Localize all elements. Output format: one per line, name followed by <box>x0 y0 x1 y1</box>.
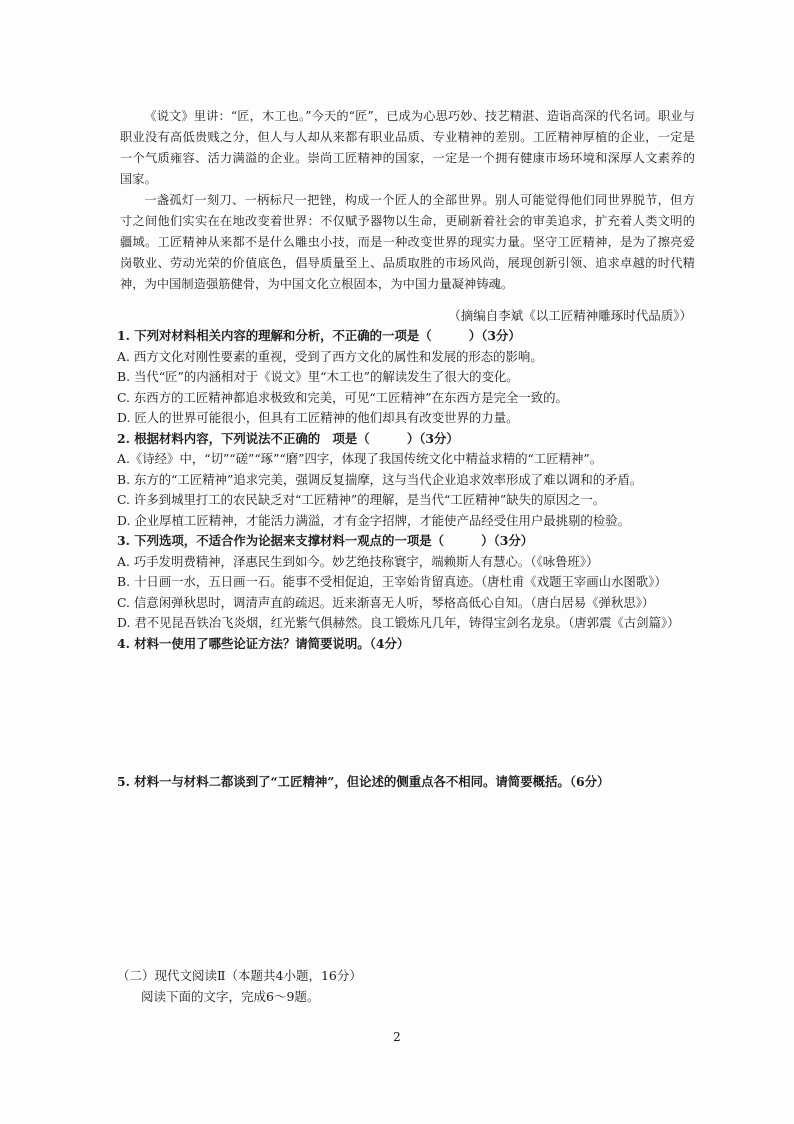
question-stem: 3. 下列选项，不适合作为论据来支撑材料一观点的一项是（ ）（3分） <box>117 533 534 548</box>
option-d: D. 君不见昆吾铁冶飞炎烟，红光紫气俱赫然。良工锻炼凡几年，铸得宝剑名龙泉。（唐郭震《古剑篇》） <box>117 615 680 630</box>
question-3 <box>117 531 697 634</box>
option-d: D. 匠人的世界可能很小，但具有工匠精神的他们却具有改变世界的力量。 <box>117 410 519 425</box>
passage-paragraph-2: 一盏孤灯一刻刀、一柄标尺一把锉，构成一个匠人的全部世界。别人可能觉得他们同世界脱节，但方寸之间他们实实在在地改变着世界：不仅赋予器物以生命，更刷新着社会的审美追求，扩充着人类文明的疆域。工匠精神从来都不是什么雕虫小技，而是一种改变世界的现实力量。坚守工匠精神，是为了擦亮爱岗敬业、劳动光荣的价值底色，倡导质量至上、品质取胜的市场风尚，展现创新引领、追求卓越的时代精神，为中国制造强筋健骨，为中国文化立根固本，为中国力量凝神铸魂。 <box>120 193 695 291</box>
answer-space[interactable] <box>117 654 697 772</box>
option-c: C. 信意闲弹秋思时，调清声直韵疏迟。近来渐喜无人听，琴格高低心自知。（唐白居易《弹秋思》） <box>117 594 655 610</box>
option-d: D. 企业厚植工匠精神，才能活力满溢，才有金字招牌，才能使产品经受住用户最挑剔的检验。 <box>117 512 630 528</box>
question-1 <box>117 326 697 429</box>
section-heading <box>117 965 697 1007</box>
option-a: A.《诗经》中，“切”“磋”“琢”“磨”四字，体现了我国传统文化中精益求精的“工匠精神”。 <box>117 451 603 466</box>
option-b: B. 东方的“工匠精神”追求完美，强调反复揣摩，这与当代企业追求效率形成了难以调和的矛盾。 <box>117 471 643 487</box>
question-list <box>117 326 697 915</box>
question-stem: 5. 材料一与材料二都谈到了“工匠精神”，但论述的侧重点各不相同。请简要概括。（6分） <box>117 774 610 789</box>
question-stem: 2. 根据材料内容，下列说法不正确的 项是（ ）（3分） <box>117 430 459 446</box>
question-2 <box>117 429 697 532</box>
option-b: B. 十日画一水，五日画一石。能事不受相促迫，王宰始肯留真迹。（唐杜甫《戏题王宰画山水图歌》） <box>117 574 667 589</box>
question-stem: 1. 下列对材料相关内容的理解和分析，不正确的一项是（ ）（3分） <box>117 328 521 343</box>
option-c: C. 许多到城里打工的农民缺乏对“工匠精神”的理解，是当代“工匠精神”缺失的原因之一。 <box>117 492 606 507</box>
question-5 <box>117 772 697 915</box>
question-stem: 4. 材料一使用了哪些论证方法？请简要说明。（4分） <box>117 635 410 651</box>
passage-source: （摘编自李斌《以工匠精神雕琢时代品质》） <box>448 308 692 323</box>
question-4 <box>117 634 697 773</box>
passage-paragraph-1: 《说文》里讲：“匠，木工也。”今天的“匠”，已成为心思巧妙、技艺精湛、造诣高深的代名词。职业与职业没有高低贵贱之分，但人与人却从来都有职业品质、专业精神的差别。工匠精神厚植的企业，一定是一个气质雍容、活力满溢的企业。崇尚工匠精神的国家，一定是一个拥有健康市场环境和深厚人文素养的国家。 <box>120 109 695 186</box>
section-title: （二）现代文阅读Ⅱ（本题共4小题，16分） <box>117 968 362 983</box>
page-number: 2 <box>393 1030 401 1044</box>
option-a: A. 西方文化对刚性要素的重视，受到了西方文化的属性和发展的形态的影响。 <box>117 348 543 364</box>
reading-passage <box>120 106 695 295</box>
section-instruction: 阅读下面的文字，完成6～9题。 <box>141 989 320 1004</box>
option-c: C. 东西方的工匠精神都追求极致和完美，可见“工匠精神”在东西方是完全一致的。 <box>117 389 568 405</box>
option-b: B. 当代“匠”的内涵相对于《说文》里“木工也”的解读发生了很大的变化。 <box>117 369 519 384</box>
answer-space[interactable] <box>117 793 697 915</box>
option-a: A. 巧手发明费精神，泽惠民生到如今。妙艺绝技称寰宇，端赖斯人有慧心。（《咏鲁班》） <box>117 553 599 569</box>
